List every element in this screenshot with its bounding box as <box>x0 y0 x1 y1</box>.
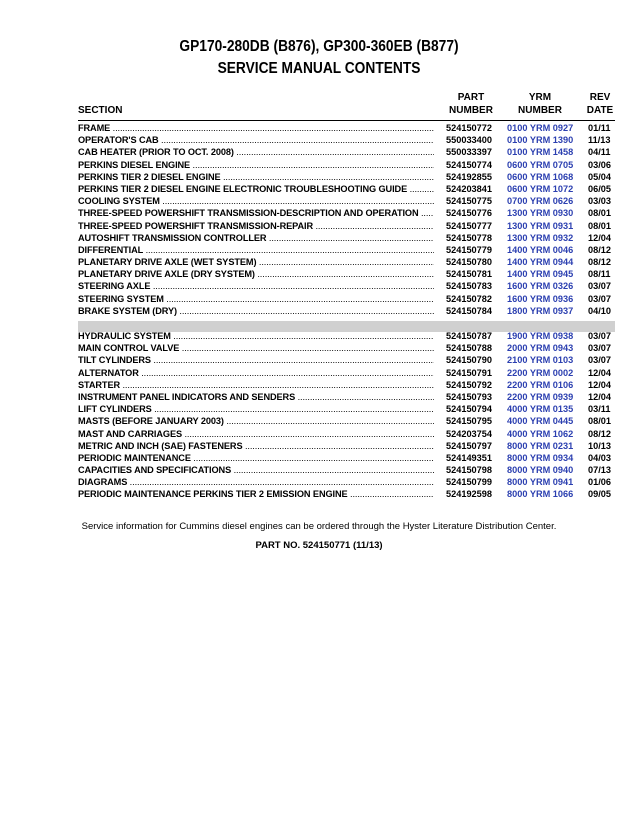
table-row <box>78 305 623 317</box>
header-part-number: PART NUMBER <box>449 92 493 116</box>
section-title: PERKINS TIER 2 DIESEL ENGINE ELECTRONIC TROUBLESHOOTING GUIDE ..... <box>78 183 434 195</box>
table-row <box>78 452 623 464</box>
part-number: 524150797 <box>446 440 492 451</box>
document-subtitle: SERVICE MANUAL CONTENTS <box>217 60 421 77</box>
rev-date: 03/06 <box>588 159 611 170</box>
cummins-note: Service information for Cummins diesel engines can be ordered through the Hyster Literature Distribution Center. <box>81 521 557 532</box>
header-yrm-number: YRM NUMBER <box>518 92 562 116</box>
part-number: 524150774 <box>446 159 492 170</box>
rev-date: 09/05 <box>588 489 611 500</box>
document-title: GP170-280DB (B876), GP300-360EB (B877) <box>179 38 459 55</box>
section-title: LIFT CYLINDERS ..... <box>78 403 434 415</box>
rev-date: 08/01 <box>588 220 611 231</box>
section-title: DIAGRAMS ..... <box>78 476 434 488</box>
table-row <box>78 379 623 391</box>
yrm-number: 0100 YRM 1458 <box>507 147 574 158</box>
part-number: 524150783 <box>446 281 492 292</box>
yrm-number: 1900 YRM 0938 <box>507 331 574 341</box>
table-row <box>78 183 623 195</box>
section-title: MAST AND CARRIAGES ..... <box>78 428 434 440</box>
section-title: BRAKE SYSTEM (DRY) ..... <box>78 305 434 317</box>
rev-date: 01/06 <box>588 477 611 488</box>
section-title: CAPACITIES AND SPECIFICATIONS ..... <box>78 464 434 476</box>
table-row <box>78 415 623 427</box>
yrm-number: 8000 YRM 0940 <box>507 465 574 476</box>
yrm-number: 0600 YRM 1068 <box>507 171 574 182</box>
table-row <box>78 367 623 379</box>
part-number: 524150775 <box>446 196 492 207</box>
section-title: TILT CYLINDERS ..... <box>78 354 434 366</box>
section-title: CAB HEATER (PRIOR TO OCT. 2008) ..... <box>78 146 434 158</box>
yrm-number: 8000 YRM 1066 <box>507 489 574 500</box>
yrm-number: 4000 YRM 0445 <box>507 416 574 427</box>
rev-date: 03/07 <box>588 293 611 304</box>
section-title: ALTERNATOR ..... <box>78 367 434 379</box>
part-number: 524203754 <box>446 428 492 439</box>
yrm-number: 1400 YRM 0944 <box>507 257 574 268</box>
rev-date: 12/04 <box>588 391 611 402</box>
yrm-number: 1300 YRM 0931 <box>507 220 574 231</box>
table-row <box>78 464 623 476</box>
part-number: 524150778 <box>446 232 492 243</box>
part-number: 524150791 <box>446 367 492 378</box>
yrm-number: 4000 YRM 0135 <box>507 404 574 415</box>
rev-date: 11/13 <box>588 135 611 146</box>
section-title: PERIODIC MAINTENANCE PERKINS TIER 2 EMISSION ENGINE ..... <box>78 488 434 500</box>
section-title: PERKINS DIESEL ENGINE ..... <box>78 159 434 171</box>
table-row <box>78 268 623 280</box>
contents-table <box>78 122 623 501</box>
part-number: 524150782 <box>446 293 492 304</box>
table-row <box>78 280 623 292</box>
yrm-number: 1400 YRM 0046 <box>507 244 574 255</box>
table-row <box>78 122 623 134</box>
table-row <box>78 159 623 171</box>
yrm-number: 0600 YRM 0705 <box>507 159 574 170</box>
part-number-footer: PART NO. 524150771 (11/13) <box>255 540 383 551</box>
section-title: PLANETARY DRIVE AXLE (WET SYSTEM) ..... <box>78 256 434 268</box>
table-row <box>78 428 623 440</box>
yrm-number: 0100 YRM 1390 <box>507 135 574 146</box>
header-rev-date: REV DATE <box>586 92 614 116</box>
rev-date: 08/12 <box>588 428 611 439</box>
table-row <box>78 171 623 183</box>
section-title: INSTRUMENT PANEL INDICATORS AND SENDERS ..... <box>78 391 434 403</box>
table-row <box>78 134 623 146</box>
yrm-number: 1600 YRM 0936 <box>507 293 574 304</box>
yrm-number: 2200 YRM 0106 <box>507 379 574 390</box>
section-title: FRAME ..... <box>78 122 434 134</box>
table-row <box>78 488 623 500</box>
yrm-number: 2200 YRM 0002 <box>507 367 574 378</box>
header-rule <box>78 120 615 121</box>
rev-date: 08/12 <box>588 257 611 268</box>
section-title: DIFFERENTIAL ..... <box>78 244 434 256</box>
part-number: 524150793 <box>446 391 492 402</box>
yrm-number: 1400 YRM 0945 <box>507 269 574 280</box>
table-row <box>78 403 623 415</box>
table-row <box>78 354 623 366</box>
section-title: STEERING SYSTEM ..... <box>78 293 434 305</box>
rev-date: 04/11 <box>588 147 611 158</box>
part-number: 524192598 <box>446 489 492 500</box>
section-title: AUTOSHIFT TRANSMISSION CONTROLLER ..... <box>78 232 434 244</box>
section-title: PERKINS TIER 2 DIESEL ENGINE ..... <box>78 171 434 183</box>
rev-date: 10/13 <box>588 440 611 451</box>
yrm-number: 4000 YRM 1062 <box>507 428 574 439</box>
section-title: THREE-SPEED POWERSHIFT TRANSMISSION-REPAIR ..... <box>78 220 434 232</box>
yrm-number: 8000 YRM 0934 <box>507 452 574 463</box>
rev-date: 08/12 <box>588 244 611 255</box>
yrm-number: 1600 YRM 0326 <box>507 281 574 292</box>
rev-date: 08/11 <box>588 269 611 280</box>
table-row <box>78 330 623 342</box>
rev-date: 03/07 <box>588 331 611 341</box>
part-number: 524150794 <box>446 404 492 415</box>
rev-date: 03/03 <box>588 196 611 207</box>
yrm-number: 2000 YRM 0943 <box>507 343 574 354</box>
part-number: 524150799 <box>446 477 492 488</box>
table-row <box>78 244 623 256</box>
rev-date: 05/04 <box>588 171 611 182</box>
yrm-number: 1300 YRM 0932 <box>507 232 574 243</box>
part-number: 524150787 <box>446 331 492 341</box>
yrm-number: 2200 YRM 0939 <box>507 391 574 402</box>
rev-date: 08/01 <box>588 208 611 219</box>
part-number: 524203841 <box>446 183 492 194</box>
rev-date: 12/04 <box>588 367 611 378</box>
table-row <box>78 256 623 268</box>
yrm-number: 0700 YRM 0626 <box>507 196 574 207</box>
table-row <box>78 220 623 232</box>
section-title: PLANETARY DRIVE AXLE (DRY SYSTEM) ..... <box>78 268 434 280</box>
section-title: COOLING SYSTEM ..... <box>78 195 434 207</box>
table-row <box>78 391 623 403</box>
table-row <box>78 232 623 244</box>
part-number: 524150790 <box>446 355 492 366</box>
part-number: 524150776 <box>446 208 492 219</box>
part-number: 550033400 <box>446 135 492 146</box>
part-number: 524150795 <box>446 416 492 427</box>
part-number: 524150780 <box>446 257 492 268</box>
yrm-number: 1800 YRM 0937 <box>507 305 574 316</box>
table-row <box>78 476 623 488</box>
part-number: 524150788 <box>446 343 492 354</box>
rev-date: 03/07 <box>588 343 611 354</box>
yrm-number: 8000 YRM 0231 <box>507 440 574 451</box>
part-number: 524149351 <box>446 452 492 463</box>
part-number: 524150779 <box>446 244 492 255</box>
part-number: 524150784 <box>446 305 492 316</box>
rev-date: 07/13 <box>588 465 611 476</box>
section-title: METRIC AND INCH (SAE) FASTENERS ..... <box>78 440 434 452</box>
section-title: STARTER ..... <box>78 379 434 391</box>
section-title: STEERING AXLE ..... <box>78 280 434 292</box>
rev-date: 04/03 <box>588 452 611 463</box>
rev-date: 03/07 <box>588 355 611 366</box>
yrm-number: 2100 YRM 0103 <box>507 355 574 366</box>
section-title: PERIODIC MAINTENANCE ..... <box>78 452 434 464</box>
rev-date: 03/11 <box>588 404 611 415</box>
part-number: 550033397 <box>446 147 492 158</box>
part-number: 524150781 <box>446 269 492 280</box>
part-number: 524150772 <box>446 123 492 133</box>
section-title: OPERATOR'S CAB ..... <box>78 134 434 146</box>
section-title: MASTS (BEFORE JANUARY 2003) ..... <box>78 415 434 427</box>
header-section: SECTION <box>78 105 123 116</box>
rev-date: 12/04 <box>588 232 611 243</box>
table-row <box>78 146 623 158</box>
rev-date: 08/01 <box>588 416 611 427</box>
part-number: 524150792 <box>446 379 492 390</box>
rev-date: 03/07 <box>588 281 611 292</box>
table-row <box>78 195 623 207</box>
rev-date: 04/10 <box>588 305 611 316</box>
table-row <box>78 293 623 305</box>
table-row <box>78 440 623 452</box>
part-number: 524150798 <box>446 465 492 476</box>
yrm-number: 1300 YRM 0930 <box>507 208 574 219</box>
rev-date: 06/05 <box>588 183 611 194</box>
table-row <box>78 207 623 219</box>
table-row <box>78 342 623 354</box>
rev-date: 01/11 <box>588 123 611 133</box>
yrm-number: 0100 YRM 0927 <box>507 123 574 133</box>
section-title: MAIN CONTROL VALVE ..... <box>78 342 434 354</box>
yrm-number: 8000 YRM 0941 <box>507 477 574 488</box>
section-title: THREE-SPEED POWERSHIFT TRANSMISSION-DESCRIPTION AND OPERATION ..... <box>78 207 434 219</box>
part-number: 524150777 <box>446 220 492 231</box>
rev-date: 12/04 <box>588 379 611 390</box>
yrm-number: 0600 YRM 1072 <box>507 183 574 194</box>
part-number: 524192855 <box>446 171 492 182</box>
section-title: HYDRAULIC SYSTEM ..... <box>78 330 434 342</box>
